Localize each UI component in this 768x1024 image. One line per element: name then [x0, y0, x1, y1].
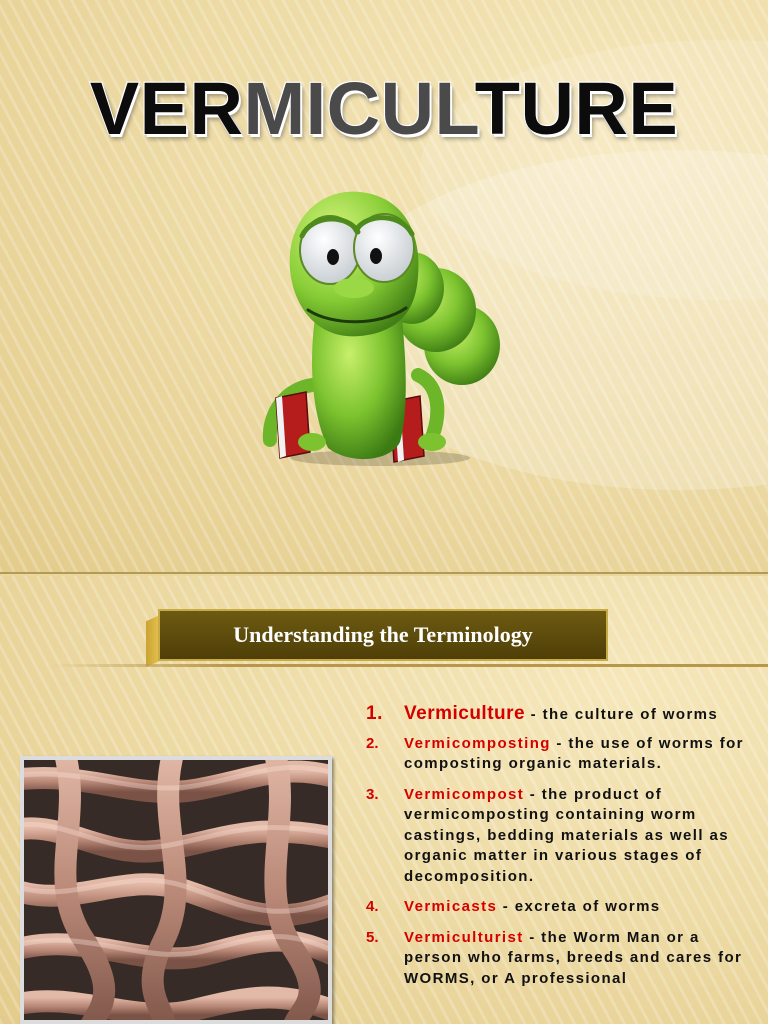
- term-word: Vermicomposting: [404, 734, 551, 752]
- term-number: 3.: [366, 785, 379, 803]
- banner-face: [158, 609, 608, 661]
- title-segment: TURE: [474, 67, 679, 150]
- list-item: [366, 928, 761, 990]
- section-banner: [146, 609, 608, 661]
- term-number: 4.: [366, 898, 379, 915]
- terms-list: [366, 704, 761, 999]
- title-segment: VER: [89, 67, 244, 150]
- term-separator: -: [524, 785, 542, 803]
- term-word: Vermicasts: [404, 898, 498, 915]
- worms-photo: [20, 756, 332, 1024]
- term-number: 2.: [366, 734, 379, 752]
- slide-title: [0, 66, 768, 151]
- term-separator: -: [523, 928, 542, 946]
- term-separator: -: [550, 734, 569, 752]
- terminology-slide: [0, 576, 768, 1024]
- title-segment: MICUL: [243, 67, 475, 150]
- term-word: Vermicompost: [404, 785, 525, 803]
- list-item: [366, 897, 761, 918]
- banner-title: Understanding the Terminology: [233, 622, 533, 647]
- term-separator: -: [497, 898, 515, 915]
- list-item: [366, 704, 761, 726]
- earthworms-image: [24, 760, 328, 1020]
- list-item: [366, 734, 761, 775]
- cartoon-worm-with-books-illustration: [250, 180, 510, 470]
- term-separator: -: [525, 706, 543, 723]
- term-definition: the use of worms for composting organic materials.: [404, 734, 744, 772]
- term-definition: the product of vermicomposting containing worm castings, bedding materials as well as organic matter in various stages of decomposition.: [404, 785, 729, 885]
- list-item: [366, 785, 761, 888]
- term-definition: the culture of worms: [542, 706, 719, 723]
- term-definition: excreta of worms: [514, 898, 661, 915]
- term-definition: the Worm Man or a person who farms, breeds and cares for WORMS, or A professional: [404, 928, 743, 987]
- divider: [50, 664, 768, 667]
- term-number: 5.: [366, 928, 379, 946]
- term-word: Vermiculturist: [404, 928, 524, 946]
- term-word: Vermiculture: [404, 703, 526, 724]
- term-number: 1.: [366, 703, 383, 724]
